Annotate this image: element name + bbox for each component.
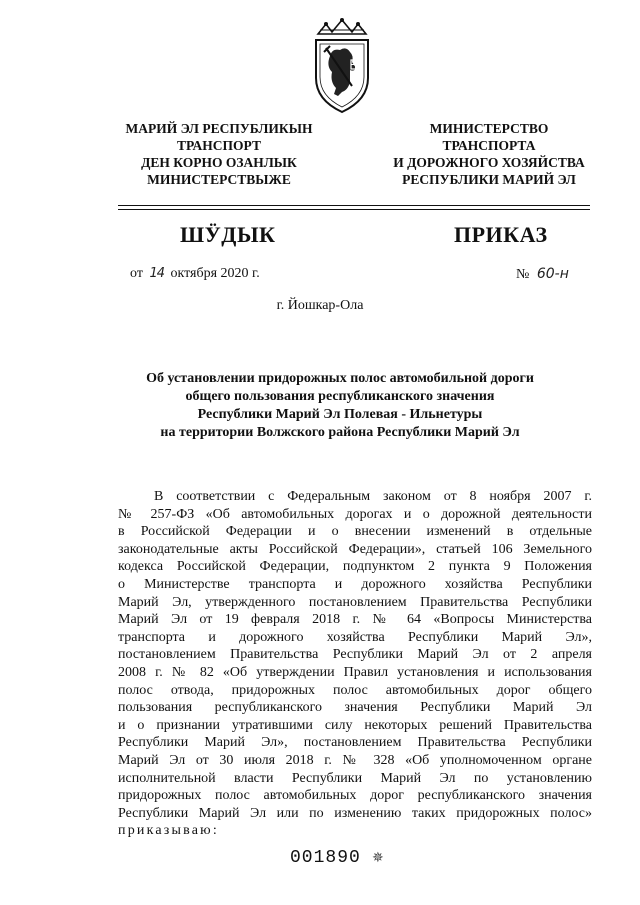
body-line: 2008 г. № 82 «Об утверждении Правил установления и использования <box>118 664 592 680</box>
header-right-line: МИНИСТЕРСТВО <box>429 121 549 136</box>
title-line: на территории Волжского района Республики Марий Эл <box>160 425 520 440</box>
body-line: постановлением Правительства Республики Марий Эл от 2 апреля <box>118 647 592 663</box>
header-right-line: ТРАНСПОРТА <box>442 138 536 153</box>
doc-type-russian: ПРИКАЗ <box>454 222 548 247</box>
header-left-block <box>104 120 334 188</box>
number-handwritten: 60-н <box>536 266 569 282</box>
document-body <box>118 488 592 840</box>
header-left-line: МАРИЙ ЭЛ РЕСПУБЛИКЫН <box>125 121 313 136</box>
body-line-order: приказываю: <box>118 823 219 839</box>
body-line: о Министерстве транспорта и дорожного хозяйства Республики <box>118 576 592 592</box>
body-line: Республики Марий Эл или по изменению таких придорожных полос» <box>118 805 592 821</box>
header-right-line: РЕСПУБЛИКИ МАРИЙ ЭЛ <box>402 172 576 187</box>
body-line: № 257-ФЗ «Об автомобильных дорогах и о дорожной деятельности <box>118 506 592 522</box>
title-line: общего пользования республиканского значения <box>185 389 495 404</box>
header-left-line: ТРАНСПОРТ <box>177 138 261 153</box>
coat-of-arms-emblem <box>296 16 388 116</box>
header-divider-thick <box>118 205 590 206</box>
body-line: кодекса Российской Федерации, подпунктом 2 пункта 9 Положения <box>118 559 592 575</box>
document-number <box>516 266 569 283</box>
body-line: транспорта и дорожного хозяйства Республики Марий Эл», <box>118 629 592 645</box>
header-left-line: ДЕН КОРНО ОЗАНЛЫК <box>141 155 297 170</box>
body-line: Республики Марий Эл», постановлением Правительства Республики <box>118 735 592 751</box>
serial-number: 001890 <box>290 848 361 868</box>
body-line: Марий Эл от 19 февраля 2018 г. № 64 «Вопросы Министерства <box>118 612 592 628</box>
header-right-line: И ДОРОЖНОГО ХОЗЯЙСТВА <box>393 155 585 170</box>
body-line: и о признании утратившими силу некоторых решений Правительства <box>118 717 592 733</box>
header-right-block <box>364 120 614 188</box>
body-line: Марий Эл, утвержденного постановлением Правительства Республики <box>118 594 592 610</box>
body-line: пользования республиканского значения Республики Марий Эл <box>118 700 592 716</box>
header-left-line: МИНИСТЕРСТВЫЖЕ <box>147 172 291 187</box>
title-line: Республики Марий Эл Полевая - Ильнетуры <box>197 407 483 422</box>
body-line: В соответствии с Федеральным законом от 8 ноября 2007 г. <box>154 489 592 504</box>
body-line: законодательные акты Российской Федерации», статьей 106 Земельного <box>118 541 592 557</box>
doc-type-mari: ШӰДЫК <box>180 222 276 247</box>
date-rest: октября 2020 г. <box>170 266 260 281</box>
document-title <box>110 370 570 442</box>
body-line: в Российской Федерации и о внесении изменений в отдельные <box>118 524 592 540</box>
header-divider-thin <box>118 209 590 210</box>
number-prefix: № <box>516 267 530 282</box>
title-line: Об установлении придорожных полос автомобильной дороги <box>146 371 534 386</box>
body-line: Марий Эл от 30 июля 2018 г. № 328 «Об уполномоченном органе <box>118 752 592 768</box>
city-line: г. Йошкар-Ола <box>276 298 364 313</box>
date-prefix: от <box>130 266 143 281</box>
asterisk-mark-icon: ✵ <box>372 851 384 866</box>
document-date <box>130 266 260 282</box>
body-line: придорожных полос автомобильных дорог республиканского значения <box>118 788 592 804</box>
date-day-handwritten: 14 <box>149 266 164 281</box>
body-line: полос отвода, придорожных полос автомобильных дорог общего <box>118 682 592 698</box>
body-line: исполнительной власти Республики Марий Эл по установлению <box>118 770 592 786</box>
